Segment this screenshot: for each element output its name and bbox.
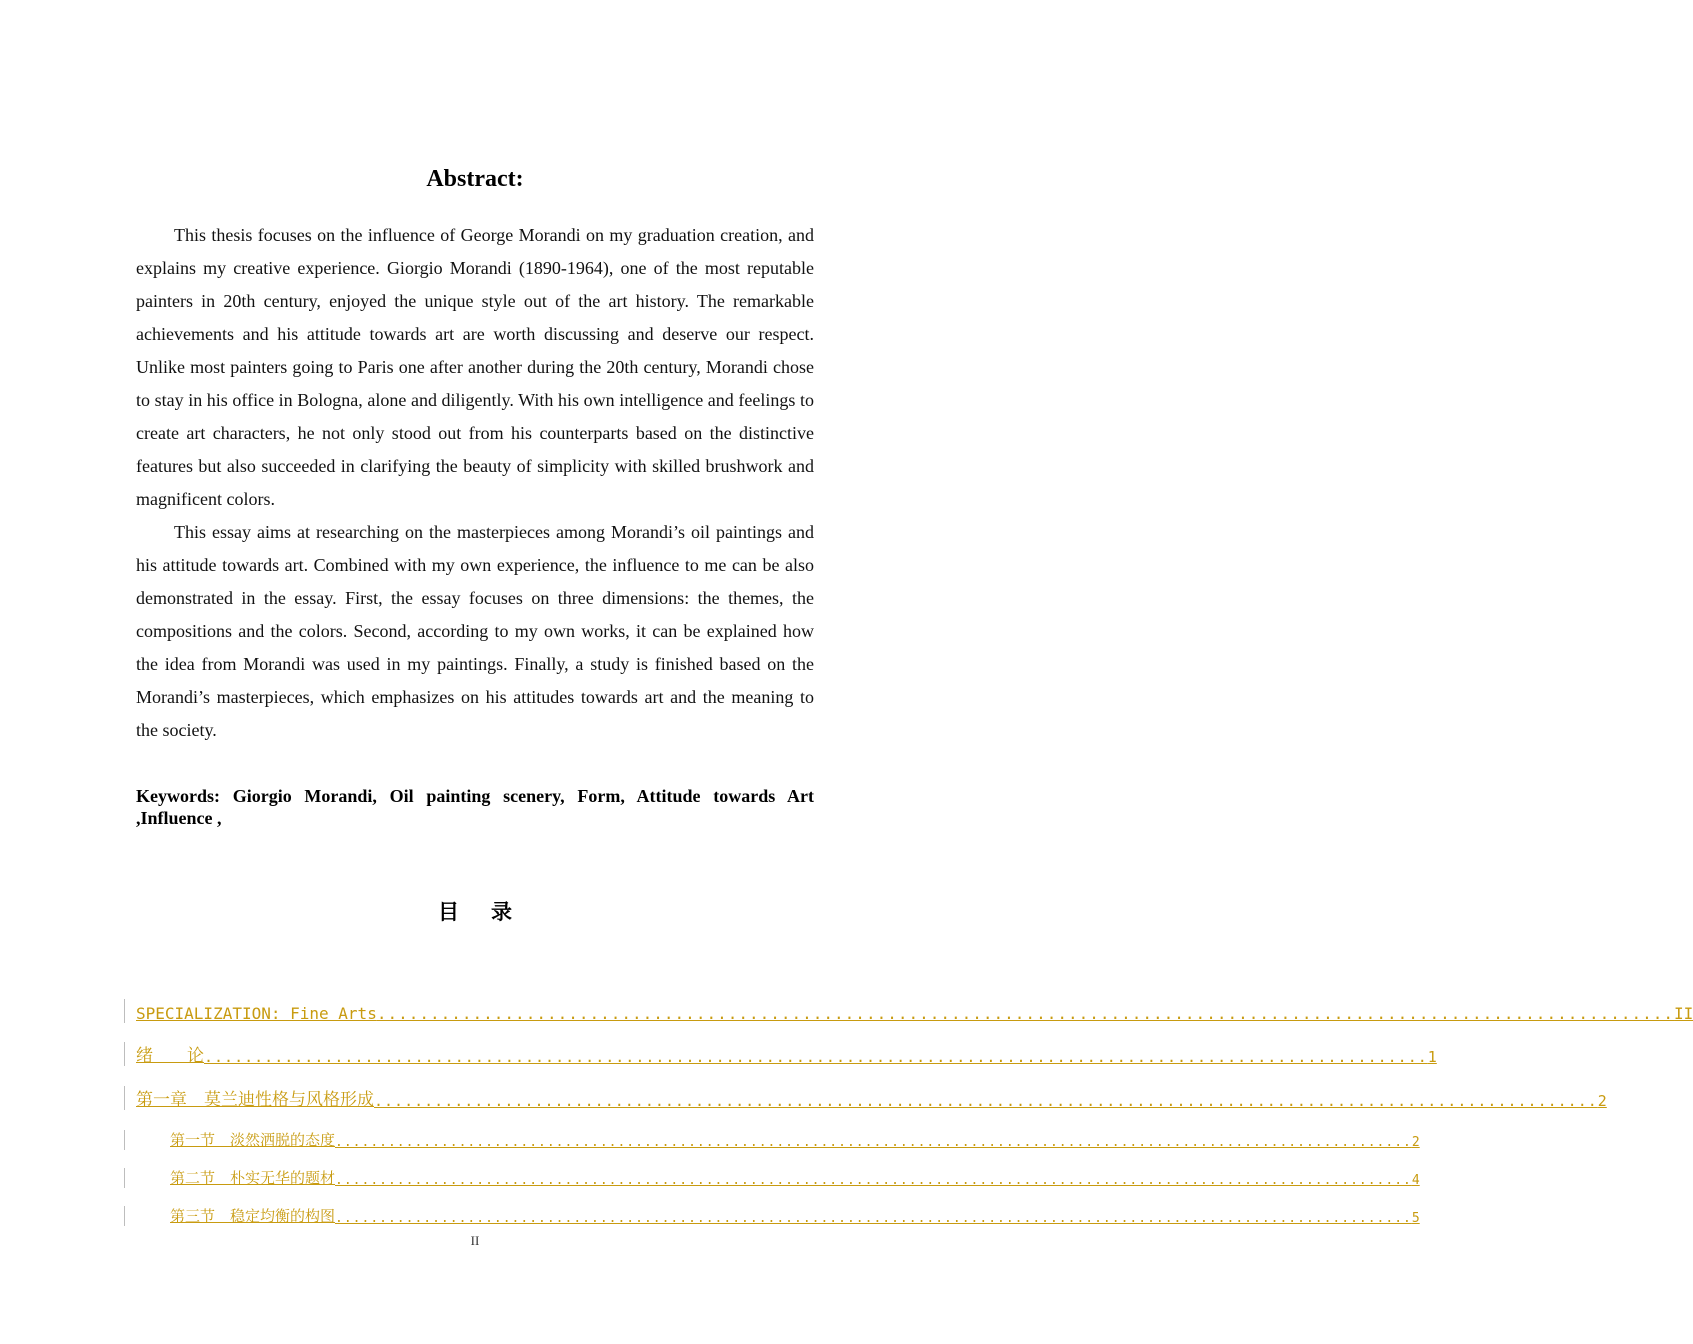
toc-entry-text: 第一节 淡然洒脱的态度 [170,1131,336,1149]
toc-entry-section-1[interactable] [124,1130,1420,1150]
toc-leader-dots: .......................................................................................................................... [335,1211,1412,1226]
abstract-heading: Abstract: [426,166,524,192]
toc-leader-dots: .......................................................................................................................... [376,1004,1675,1023]
toc-entry-section-3[interactable] [124,1206,1420,1226]
toc-entry-text: 第三节 稳定均衡的构图 [170,1207,336,1225]
abstract-paragraph-2: This essay aims at researching on the masterpieces among Morandi’s oil paintings and his attitude towards art. Combined with my own experience, the influence to me can be also demonstrated in the essay. First, the essay focuses on three dimensions: the themes, the compositions and the colors. Second, according to my own works, it can be explained how the idea from Morandi was used in my paintings. Finally, a study is finished based on the Morandi’s masterpieces, which emphasizes on his attitudes towards art and the meaning to the society. [136,522,814,740]
toc-leader-dots: .......................................................................................................................... [374,1092,1598,1110]
toc-entry-text: 第二节 朴实无华的题材 [170,1169,336,1187]
toc-heading-char-1: 目 [438,900,459,924]
toc-heading-char-2: 录 [491,900,512,924]
keywords-line: Keywords: Giorgio Morandi, Oil painting scenery, Form, Attitude towards Art ,Influence , [136,786,814,828]
toc-heading [0,896,950,926]
toc-entry-text: 第一章 莫兰迪性格与风格形成 [136,1090,374,1110]
toc-entry-page: II [1674,1004,1693,1023]
abstract-body [136,219,814,747]
toc-entry-page: 4 [1411,1173,1420,1188]
toc-entry-specialization[interactable] [124,999,1693,1023]
abstract-paragraph-1: This thesis focuses on the influence of George Morandi on my graduation creation, and explains my creative experience. Giorgio Morandi (1890-1964), one of the most reputable painters in 20th century, enjoyed the unique style out of the art history. The remarkable achievements and his attitude towards art are worth discussing and deserve our respect. Unlike most painters going to Paris one after another during the 20th century, Morandi chose to stay in his office in Bologna, alone and diligently. With his own intelligence and feelings to create art characters, he not only stood out from his counterparts based on the distinctive features but also succeeded in clarifying the beauty of simplicity with skilled brushwork and magnificent colors. [136,225,814,509]
toc-leader-dots: .......................................................................................................................... [335,1173,1412,1188]
toc-entry-text: SPECIALIZATION: Fine Arts [136,1004,377,1023]
toc-entry-page: 5 [1411,1211,1420,1226]
toc-entry-introduction[interactable] [124,1042,1437,1066]
toc-entry-chapter-1[interactable] [124,1086,1607,1110]
toc-entry-section-2[interactable] [124,1168,1420,1188]
toc-entry-page: 1 [1427,1048,1437,1066]
toc-entry-text: 绪 论 [136,1046,204,1066]
page-number: II [470,1233,480,1248]
toc-entry-page: 2 [1411,1135,1420,1150]
toc-leader-dots: .......................................................................................................................... [204,1048,1428,1066]
toc-leader-dots: .......................................................................................................................... [335,1135,1412,1150]
toc-entry-page: 2 [1597,1092,1607,1110]
